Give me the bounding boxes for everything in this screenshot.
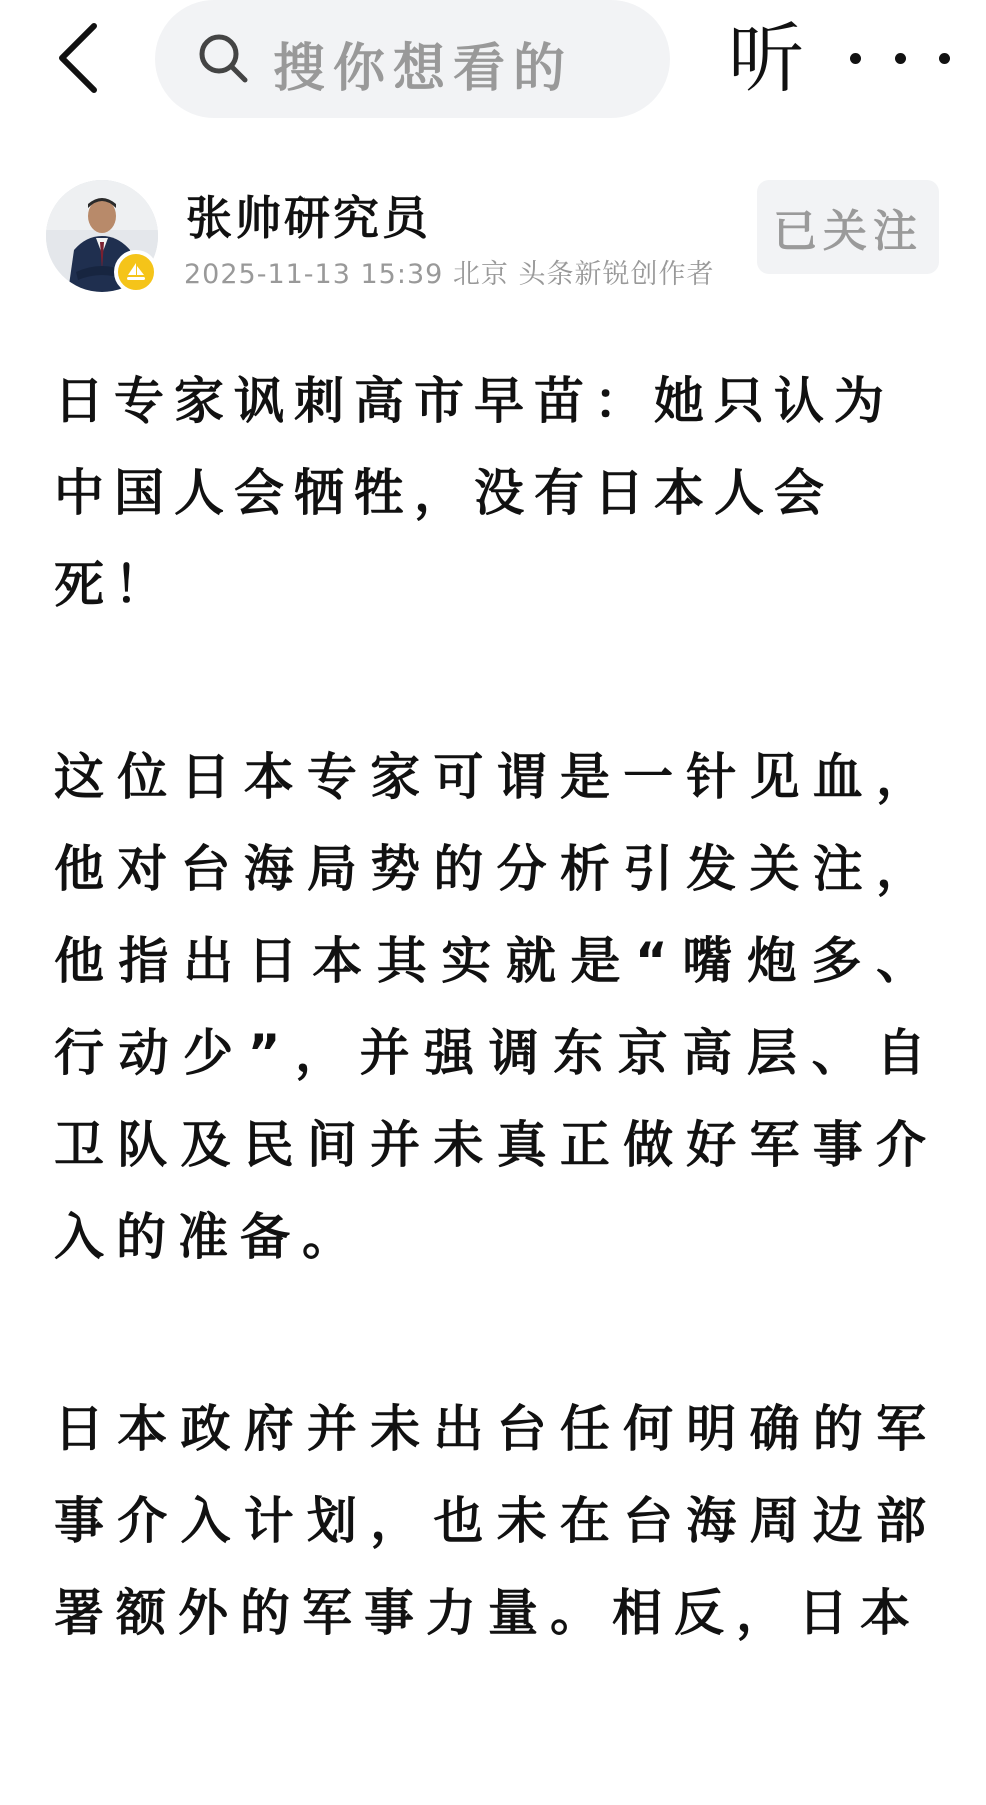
top-navigation-bar [0,0,986,120]
back-button[interactable] [48,18,108,98]
search-placeholder: 搜你想看的 [273,39,574,99]
listen-button[interactable]: 听 [728,14,804,103]
author-meta: 2025-11-13 15:39 北京 头条新锐创作者 [184,259,715,290]
search-input[interactable] [155,0,670,118]
chevron-left-icon [56,22,100,94]
more-dots-icon [850,53,861,64]
more-dot [939,53,950,64]
follow-button[interactable]: 已关注 [757,180,939,274]
article-paragraph: 这位日本专家可谓是一针见血，他对台海局势的分析引发关注，他指出日本其实就是“嘴炮多、行动少”，并强调东京高层、自卫队及民间并未真正做好军事介入的准备。 [54,748,938,1266]
article-paragraph: 日本政府并未出台任何明确的军事介入计划，也未在台海周边部署额外的军事力量。相反，日本 [54,1400,938,1642]
more-dot [895,53,906,64]
author-header [0,176,986,306]
creator-badge-icon [114,250,158,294]
more-button[interactable] [850,30,950,86]
article-title: 日专家讽刺高市早苗：她只认为中国人会牺牲，没有日本人会死！ [54,372,894,614]
article-body [54,355,938,1659]
search-icon [195,30,251,86]
author-name[interactable]: 张帅研究员 [186,191,431,245]
